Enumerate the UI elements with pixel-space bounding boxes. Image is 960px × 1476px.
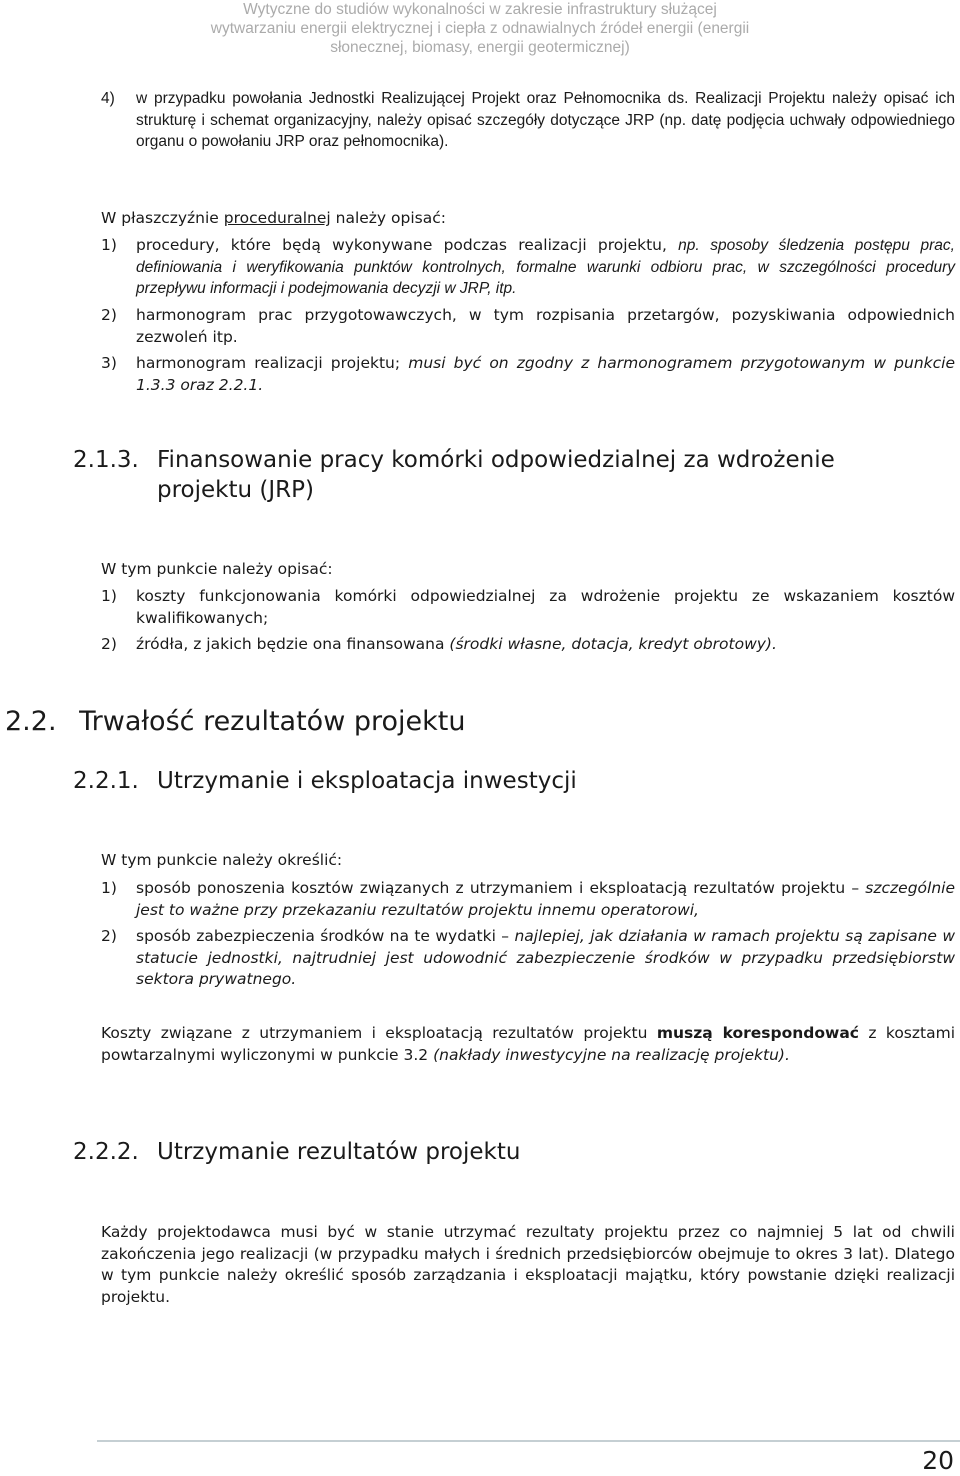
list-number: 1) <box>101 879 117 897</box>
list-text-italic: musi być on zgodny z harmonogramem przygotowanym w punkcie 1.3.3 oraz 2.2.1. <box>136 354 955 394</box>
list-item-procedural-1 <box>101 235 955 300</box>
header-line-3: słonecznej, biomasy, energii geotermicznej) <box>330 39 630 56</box>
heading-title: Trwałość rezultatów projektu <box>79 706 466 737</box>
list-item-procedural-2 <box>101 305 955 348</box>
intro-underlined: proceduralnej <box>223 209 331 227</box>
list-text: harmonogram prac przygotowawczych, w tym rozpisania przetargów, pozyskiwania odpowiednich zezwoleń itp. <box>136 306 955 346</box>
list-text <box>136 926 955 991</box>
list-item-2-1-3-1 <box>101 586 955 629</box>
page-number: 20 <box>922 1446 954 1475</box>
list-number: 2) <box>101 927 117 945</box>
list-text-regular: sposób zabezpieczenia środków na te wydatki – <box>136 927 515 945</box>
heading-title: Utrzymanie rezultatów projektu <box>157 1139 521 1165</box>
section-2-2-2-paragraph: Każdy projektodawca musi być w stanie utrzymać rezultaty projektu przez co najmniej 5 lat od chwili zakończenia jego realizacji (w przypadku małych i średnich przedsiębiorców obejmuje to okres 3 lat). Dlatego w tym punkcie należy określić sposób zarządzania i eksploatacji majątku, który powstanie dzięki realizacji projektu. <box>101 1223 955 1306</box>
heading-number: 2.2.2. <box>73 1139 139 1165</box>
heading-2-2 <box>5 705 465 739</box>
list-number: 1) <box>101 236 117 254</box>
list-item-2-2-1-2 <box>101 926 955 991</box>
heading-title: Finansowanie pracy komórki odpowiedzialnej za wdrożenie projektu (JRP) <box>157 447 835 503</box>
closing-italic: (nakłady inwestycyjne na realizację projektu). <box>433 1045 790 1064</box>
heading-2-2-1 <box>73 766 933 796</box>
section-2-2-1-intro: W tym punkcie należy określić: <box>101 851 343 869</box>
list-text-italic: np. sposoby śledzenia postępu prac, definiowania i weryfikowania punktów kontrolnych, formalne warunki odbioru prac, w szczególności procedury przepływu informacji i podejmowania decyzji w JRP, itp. <box>136 237 955 297</box>
list-number: 1) <box>101 587 117 605</box>
list-text-italic: najlepiej, jak działania w ramach projektu są zapisane w statucie jednostki, najtrudniej jest udowodnić zabezpieczenie środków w przypadku przedsiębiorstw sektora prywatnego. <box>136 927 955 988</box>
list-item-jrp-4 <box>101 88 955 153</box>
list-text <box>136 878 955 921</box>
heading-number: 2.2. <box>5 706 57 737</box>
header-line-1: Wytyczne do studiów wykonalności w zakresie infrastruktury służącej <box>243 1 717 18</box>
list-number: 3) <box>101 354 117 372</box>
list-text: w przypadku powołania Jednostki Realizującej Projekt oraz Pełnomocnika ds. Realizacji Projektu należy opisać ich strukturę i schemat organizacyjny, należy opisać szczegóły dotyczące JRP (np. datę podjęcia uchwały odpowiedniego organu o powołaniu JRP oraz pełnomocnika). <box>136 90 955 150</box>
closing-middle: z kosztami powtarzalnymi wyliczonymi w punkcie 3.2 <box>101 1024 956 1064</box>
list-text: koszty funkcjonowania komórki odpowiedzialnej za wdrożenie projektu ze wskazaniem kosztów kwalifikowanych; <box>136 587 955 627</box>
footer-rule <box>97 1440 960 1442</box>
list-text-regular: sposób ponoszenia kosztów związanych z utrzymaniem i eksploatacją rezultatów projektu – <box>136 879 866 897</box>
list-text <box>136 235 955 300</box>
list-item-procedural-3 <box>101 353 955 396</box>
list-number: 2) <box>101 635 117 653</box>
closing-prefix: Koszty związane z utrzymaniem i eksploatacją rezultatów projektu <box>101 1024 657 1042</box>
list-text-italic: (środki własne, dotacja, kredyt obrotowy). <box>449 635 777 653</box>
procedural-intro <box>101 208 955 230</box>
list-text-italic: szczególnie jest to ważne przy przekazaniu rezultatów projektu innemu operatorowi, <box>136 879 955 919</box>
list-number: 2) <box>101 306 117 324</box>
list-text-regular: źródła, z jakich będzie ona finansowana <box>136 635 450 653</box>
closing-bold: muszą korespondować <box>656 1024 859 1042</box>
running-header <box>0 0 960 58</box>
heading-title: Utrzymanie i eksploatacja inwestycji <box>157 768 577 794</box>
list-item-2-2-1-1 <box>101 878 955 921</box>
heading-2-1-3 <box>73 445 933 505</box>
list-number: 4) <box>101 90 115 107</box>
intro-prefix: W płaszczyźnie <box>101 209 224 227</box>
header-line-2: wytwarzaniu energii elektrycznej i ciepła z odnawialnych źródeł energii (energii <box>210 20 750 37</box>
section-2-1-3-intro: W tym punkcie należy opisać: <box>101 560 333 578</box>
list-text-regular: harmonogram realizacji projektu; <box>136 354 409 372</box>
intro-suffix: należy opisać: <box>330 209 446 227</box>
list-text-regular: procedury, które będą wykonywane podczas realizacji projektu, <box>136 236 679 254</box>
list-text <box>136 634 955 656</box>
heading-number: 2.1.3. <box>73 447 139 473</box>
list-item-2-1-3-2 <box>101 634 955 656</box>
list-text <box>136 353 955 396</box>
heading-number: 2.2.1. <box>73 768 139 794</box>
section-2-2-1-closing <box>101 1023 955 1066</box>
heading-2-2-2 <box>73 1137 933 1167</box>
